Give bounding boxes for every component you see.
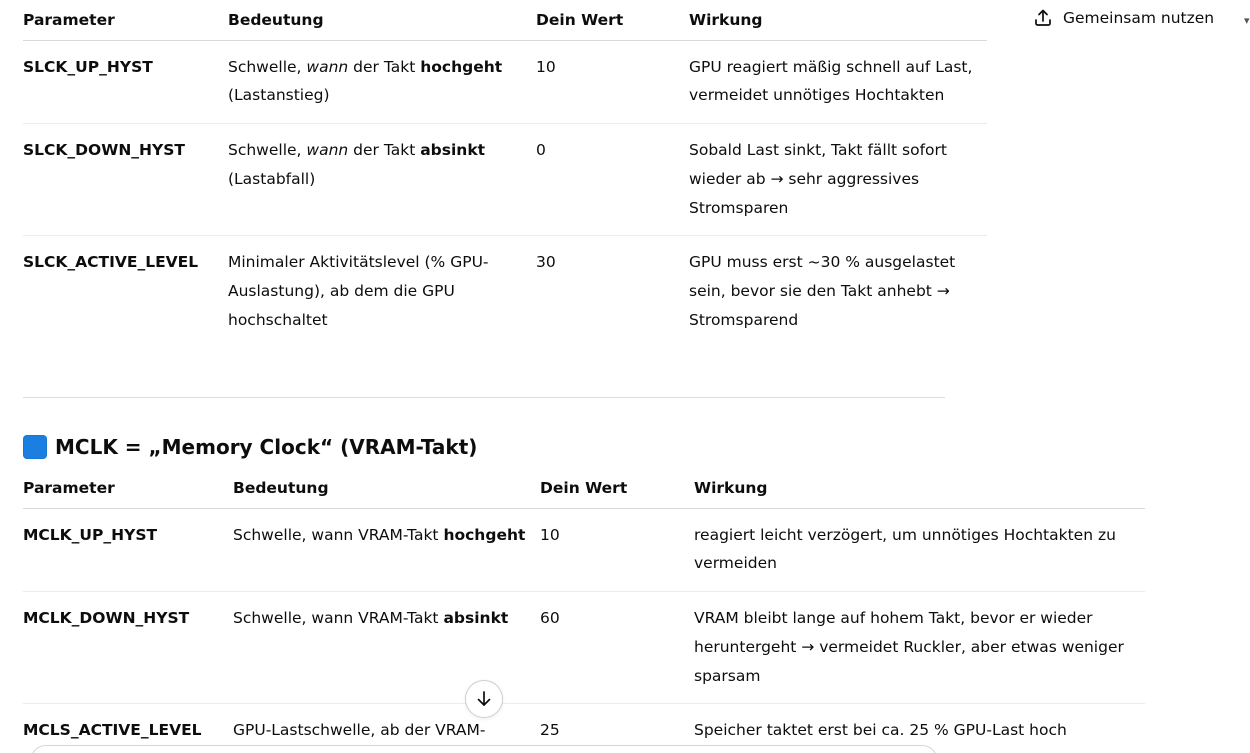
column-header: Bedeutung	[228, 0, 536, 40]
value-cell: 10	[540, 508, 694, 592]
section-heading	[23, 432, 477, 462]
value-cell: 60	[540, 592, 694, 704]
column-header: Dein Wert	[536, 0, 689, 40]
column-header: Dein Wert	[540, 468, 694, 508]
meaning-text: hochgeht	[443, 525, 526, 544]
value-cell: 25	[540, 721, 560, 740]
column-header: Parameter	[23, 0, 228, 40]
meaning-text: absinkt	[420, 141, 486, 160]
meaning-text: Schwelle, wann VRAM-Takt	[233, 609, 444, 628]
effect-cell: reagiert leicht verzögert, um unnötiges Hochtakten zu vermeiden	[694, 508, 1145, 592]
meaning-text: der Takt	[348, 141, 421, 160]
blue-square-emoji-icon	[23, 435, 47, 459]
value-cell: 0	[536, 124, 689, 236]
table-row	[23, 40, 987, 124]
meaning-text: Schwelle,	[228, 141, 307, 160]
parameter-cell: SLCK_ACTIVE_LEVEL	[23, 253, 199, 272]
meaning-text: (Lastabfall)	[228, 169, 316, 188]
column-header: Wirkung	[694, 468, 1145, 508]
table-row	[23, 508, 1145, 592]
column-header: Bedeutung	[233, 468, 540, 508]
table-row	[23, 124, 987, 236]
meaning-text: Schwelle,	[228, 57, 307, 76]
meaning-cell	[233, 508, 540, 592]
effect-cell: VRAM bleibt lange auf hohem Takt, bevor er wieder heruntergeht → vermeidet Ruckler, aber etwas weniger sparsam	[694, 592, 1145, 704]
sclk-table	[23, 0, 987, 348]
mclk-table-body	[23, 508, 1145, 753]
meaning-text: hochgeht	[420, 57, 503, 76]
effect-cell: Speicher taktet erst bei ca. 25 % GPU-Last hoch	[694, 721, 1067, 740]
table-header-row	[23, 468, 1145, 508]
meaning-text: wann	[306, 57, 349, 76]
share-label: Gemeinsam nutzen	[1063, 9, 1215, 27]
meaning-text: Minimaler Aktivitätslevel (% GPU-Auslastung), ab dem die GPU hochschaltet	[228, 253, 489, 330]
share-upload-icon	[1033, 8, 1053, 28]
effect-cell: GPU muss erst ~30 % ausgelastet sein, bevor sie den Takt anhebt → Stromsparend	[689, 253, 956, 330]
parameter-cell: MCLS_ACTIVE_LEVEL	[23, 721, 202, 740]
parameter-cell: SLCK_DOWN_HYST	[23, 124, 228, 236]
meaning-cell	[228, 40, 536, 124]
parameter-cell: MCLK_UP_HYST	[23, 508, 233, 592]
meaning-text: wann	[306, 141, 349, 160]
meaning-text: Schwelle, wann VRAM-Takt	[233, 525, 444, 544]
scroll-to-bottom-button[interactable]	[465, 680, 503, 718]
table-row	[23, 592, 1145, 704]
section-heading-text: MCLK = „Memory Clock“ (VRAM-Takt)	[55, 435, 478, 459]
share-button[interactable]	[1033, 8, 1214, 28]
arrow-down-icon	[474, 689, 494, 709]
message-composer[interactable]	[30, 745, 938, 753]
meaning-text: GPU-Lastschwelle, ab der VRAM-	[233, 721, 486, 740]
column-header: Parameter	[23, 468, 233, 508]
effect-cell: GPU reagiert mäßig schnell auf Last, vermeidet unnötiges Hochtakten	[689, 40, 987, 124]
meaning-text: absinkt	[443, 609, 509, 628]
chevron-down-icon[interactable]: ▾	[1244, 14, 1250, 27]
table-header-row	[23, 0, 987, 40]
value-cell: 10	[536, 40, 689, 124]
column-header: Wirkung	[689, 0, 987, 40]
meaning-text: (Lastanstieg)	[228, 86, 330, 105]
table-row	[23, 236, 987, 348]
value-cell: 30	[536, 253, 556, 272]
meaning-cell	[228, 236, 536, 348]
sclk-table-body	[23, 40, 987, 348]
meaning-text: der Takt	[348, 57, 421, 76]
mclk-table	[23, 468, 1145, 753]
meaning-cell	[228, 124, 536, 236]
parameter-cell: SLCK_UP_HYST	[23, 40, 228, 124]
effect-cell: Sobald Last sinkt, Takt fällt sofort wieder ab → sehr aggressives Stromsparen	[689, 124, 987, 236]
divider	[23, 397, 945, 398]
parameter-cell: MCLK_DOWN_HYST	[23, 592, 233, 704]
